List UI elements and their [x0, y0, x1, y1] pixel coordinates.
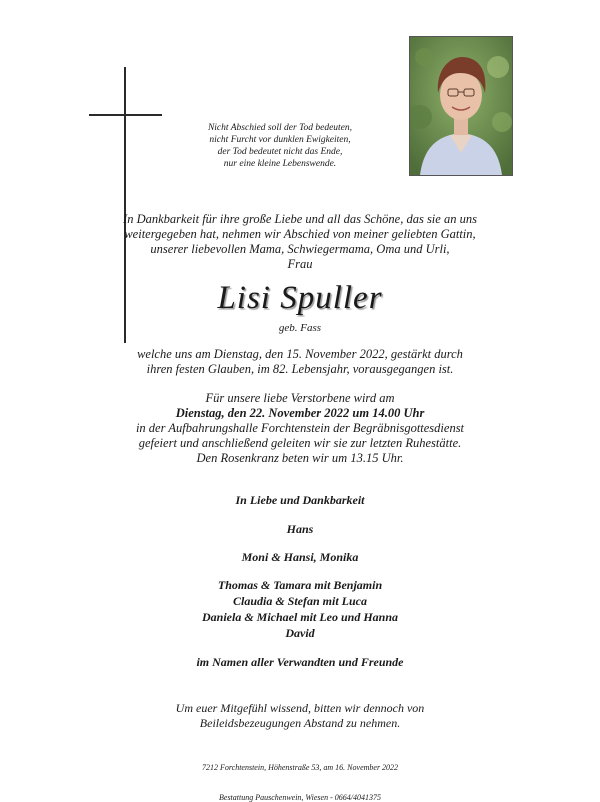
funeral-date: Dienstag, den 22. November 2022 um 14.00 Uhr — [175, 406, 425, 420]
verse-line: Nicht Abschied soll der Tod bedeuten, — [207, 123, 353, 133]
closing-request — [60, 701, 540, 731]
birth-name: geb. Fass — [278, 322, 322, 334]
cross-horizontal-beam — [89, 114, 162, 116]
funeral-details — [60, 391, 540, 466]
footer-address: 7212 Forchtenstein, Höhenstraße 53, am 16. November 2022 — [201, 763, 399, 772]
mourners-heading — [60, 492, 540, 508]
rosary-time: Den Rosenkranz beten wir um 13.15 Uhr. — [196, 451, 404, 465]
grandchildren-line: David — [285, 626, 315, 640]
closing-line: Um euer Mitgefühl wissend, bitten wir dennoch von — [175, 701, 425, 715]
funeral-line: gefeiert und anschließend geleiten wir sie zur letzten Ruhestätte. — [138, 436, 462, 450]
mourner-grandchildren — [60, 577, 540, 641]
portrait-photo — [409, 36, 513, 176]
mourner-relatives — [60, 654, 540, 670]
grandchildren-line: Thomas & Tamara mit Benjamin — [217, 578, 383, 592]
verse-line: nur eine kleine Lebenswende. — [223, 159, 337, 169]
footer-undertaker: Bestattung Pauschenwein, Wiesen - 0664/4041375 — [219, 793, 381, 802]
deceased-name: Lisi Spuller — [217, 280, 383, 316]
mourner-spouse — [60, 521, 540, 537]
verse-line: der Tod bedeutet nicht das Ende, — [217, 147, 343, 157]
mourner-children — [60, 549, 540, 565]
grandchildren-line: Daniela & Michael mit Leo und Hanna — [201, 610, 399, 624]
intro-line: unserer liebevollen Mama, Schwiegermama, Oma und Urli, — [150, 242, 450, 256]
funeral-line: Für unsere liebe Verstorbene wird am — [205, 391, 395, 405]
intro-line: Frau — [287, 257, 313, 271]
closing-line: Beileidsbezeugungen Abstand zu nehmen. — [199, 716, 401, 730]
mourners-heading-text: In Liebe und Dankbarkeit — [235, 493, 365, 507]
mourner-spouse-text: Hans — [286, 522, 314, 536]
mourner-relatives-text: im Namen aller Verwandten und Freunde — [196, 655, 404, 669]
grandchildren-line: Claudia & Stefan mit Luca — [232, 594, 367, 608]
death-notice-line: welche uns am Dienstag, den 15. November 2022, gestärkt durch — [137, 347, 463, 361]
intro-text — [60, 212, 540, 272]
verse — [170, 122, 390, 170]
funeral-line: in der Aufbahrungshalle Forchtenstein der Begräbnisgottesdienst — [135, 421, 465, 435]
intro-line: In Dankbarkeit für ihre große Liebe und all das Schöne, das sie an uns — [123, 212, 477, 226]
mourner-children-text: Moni & Hansi, Monika — [241, 550, 359, 564]
verse-line: nicht Furcht vor dunklen Ewigkeiten, — [209, 135, 351, 145]
death-notice — [60, 347, 540, 377]
intro-line: weitergegeben hat, nehmen wir Abschied von meiner geliebten Gattin, — [124, 227, 476, 241]
death-notice-line: ihren festen Glauben, im 82. Lebensjahr, vorausgegangen ist. — [146, 362, 454, 376]
